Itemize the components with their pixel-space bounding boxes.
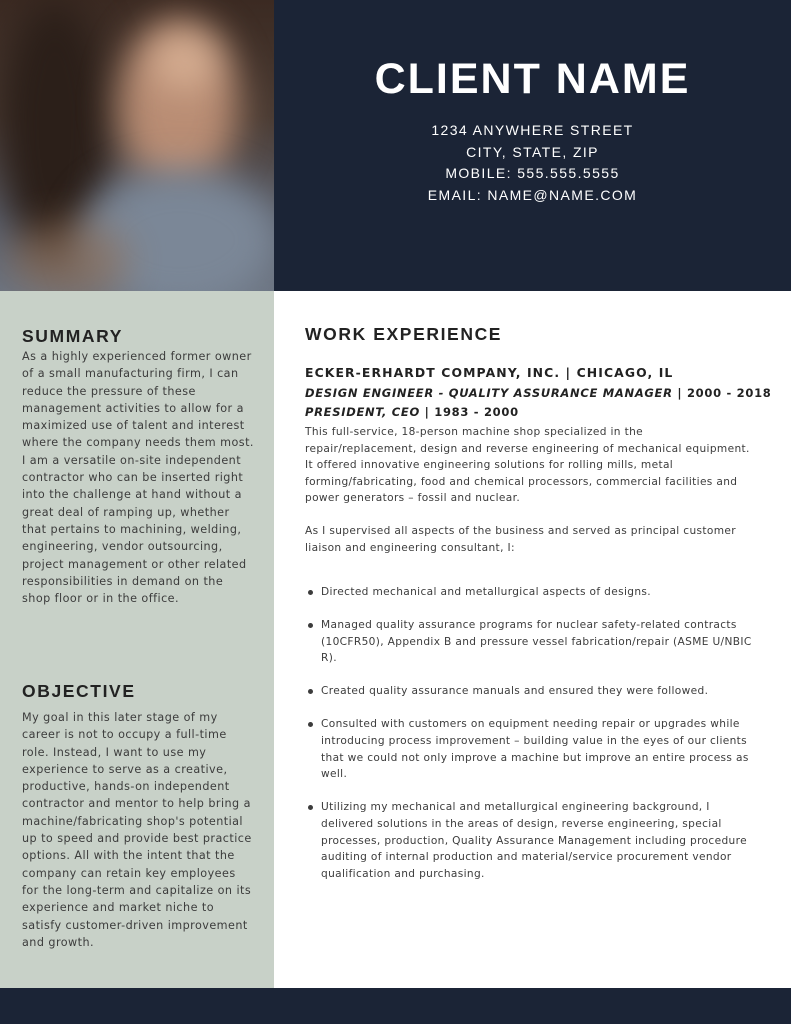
summary-text: As a highly experienced former owner of a small manufacturing firm, I can reduce the pressure of these management activities to allow for a maximized use of talent and interest where the company needs them most. I am a versatile on-site independent contractor who can be inserted right into the challenge at hand without a great deal of ramping up, whether that pertains to machining, welding, engineering, vendor outsourcing, project management or other related responsibilities in demand on the shop floor or in the office. [22, 350, 254, 606]
responsibilities-list [305, 584, 761, 899]
role-1-title: DESIGN ENGINEER - QUALITY ASSURANCE MANAGER [305, 386, 673, 400]
bullet-icon [308, 623, 313, 628]
role-line-1 [305, 386, 771, 400]
client-name: CLIENT NAME [374, 55, 691, 103]
list-item: Directed mechanical and metallurgical aspects of designs. [305, 584, 761, 601]
company-description: This full-service, 18-person machine shop specialized in the repair/replacement, design and reverse engineering of mechanical equipment. It offered innovative engineering solutions for rolling mills, metal forming/fabricating, food and chemical processors, commercial facilities and power generators – fossil and nuclear. [305, 426, 750, 505]
profile-photo [0, 0, 274, 291]
objective-heading: OBJECTIVE [22, 681, 136, 701]
header-block [274, 0, 791, 291]
bullet-icon [308, 689, 313, 694]
bullet-icon [308, 722, 313, 727]
sidebar [0, 291, 274, 988]
footer-bar [0, 988, 791, 1024]
objective-text: My goal in this later stage of my career is not to occupy a full-time role. Instead, I want to use my experience to serve as a creative, productive, hands-on independent contractor and mentor to help bring a machine/fabricating shop's potential up to speed and provide best practice options. All with the intent that the company can retain key employees for the long-term and capitalize on its experience and market niche to satisfy customer-driven improvement and growth. [22, 711, 252, 949]
role-line-2 [305, 405, 519, 419]
company-line: ECKER-ERHARDT COMPANY, INC. | CHICAGO, IL [305, 365, 674, 380]
list-item: Consulted with customers on equipment needing repair or upgrades while introducing process improvement – building value in the eyes of our clients that we could not only improve a machine but improve an entire process as well. [305, 716, 761, 782]
list-item: Created quality assurance manuals and ensured they were followed. [305, 683, 761, 700]
email-address: EMAIL: NAME@NAME.COM [427, 186, 638, 203]
bullet-icon [308, 590, 313, 595]
list-item: Managed quality assurance programs for nuclear safety-related contracts (10CFR50), Appendix B and pressure vessel fabrication/repair (ASME U/NBIC R). [305, 617, 761, 667]
main-content [274, 291, 791, 988]
address-line-1: 1234 ANYWHERE STREET [431, 122, 634, 138]
bullet-icon [308, 805, 313, 810]
list-item: Utilizing my mechanical and metallurgical engineering background, I delivered solutions in the areas of design, reverse engineering, special processes, production, Quality Assurance Management including procedure auditing of internal production and material/service procurement vendor qualification and purchasing. [305, 799, 761, 882]
supervised-intro: As I supervised all aspects of the business and served as principal customer liaison and engineering consultant, I: [305, 525, 736, 554]
role-2-title: PRESIDENT, CEO [305, 405, 420, 419]
role-1-years: | 2000 - 2018 [672, 386, 772, 400]
mobile-number: MOBILE: 555.555.5555 [445, 165, 620, 181]
address-line-2: CITY, STATE, ZIP [466, 143, 599, 160]
work-experience-heading: WORK EXPERIENCE [305, 324, 503, 344]
summary-heading: SUMMARY [22, 326, 123, 346]
contact-info [274, 120, 791, 206]
role-2-years: | 1983 - 2000 [419, 405, 519, 419]
